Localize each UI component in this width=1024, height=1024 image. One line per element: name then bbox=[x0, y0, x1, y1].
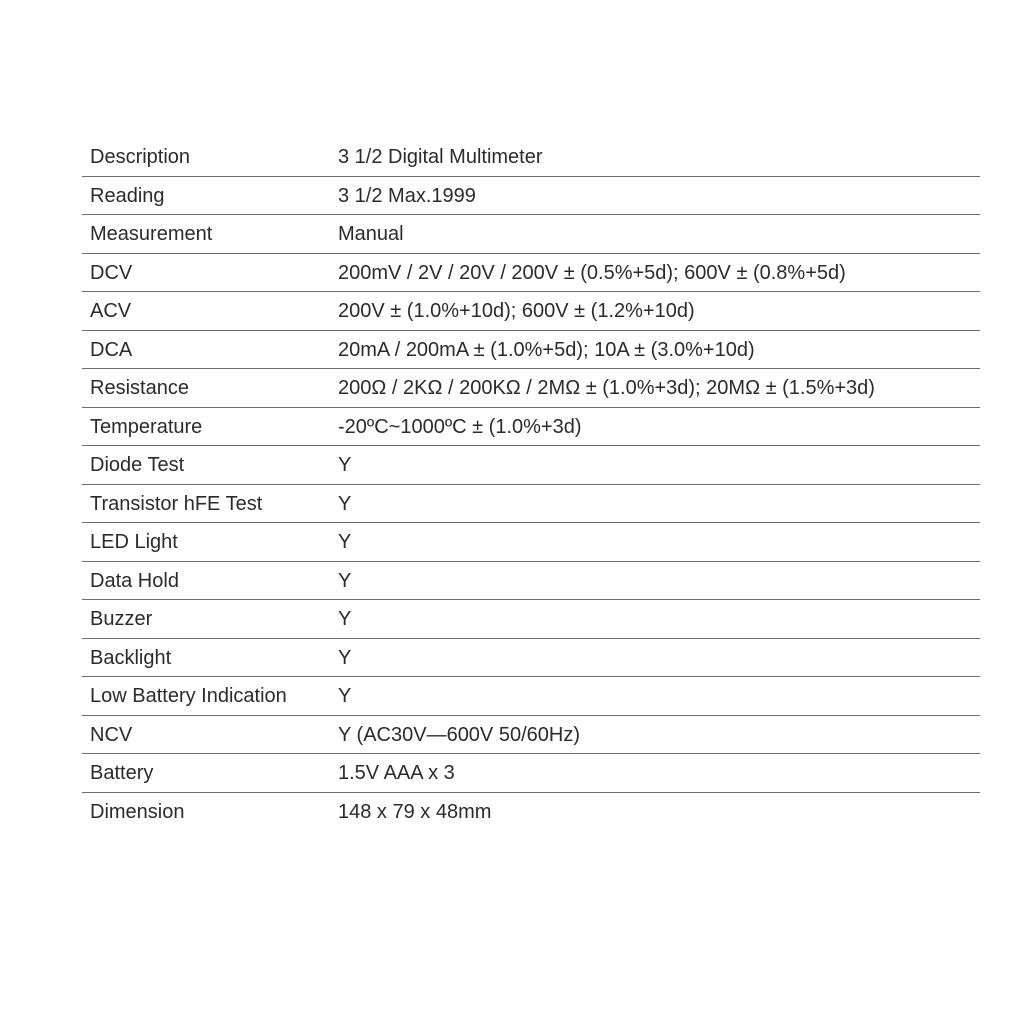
spec-key: Transistor hFE Test bbox=[90, 492, 263, 515]
spec-row-backlight bbox=[82, 639, 980, 678]
spec-value: 148 x 79 x 48mm bbox=[338, 801, 492, 824]
spec-key: Diode Test bbox=[90, 454, 185, 477]
spec-value: 200Ω / 2KΩ / 200KΩ / 2MΩ ± (1.0%+3d); 20MΩ ± (1.5%+3d) bbox=[338, 377, 875, 400]
spec-value: Y bbox=[338, 608, 352, 631]
spec-row-led-light bbox=[82, 523, 980, 562]
spec-key: LED Light bbox=[90, 531, 178, 554]
spec-key: Backlight bbox=[90, 646, 172, 669]
spec-row-ncv bbox=[82, 716, 980, 755]
spec-value: 1.5V AAA x 3 bbox=[338, 762, 455, 785]
spec-value: Y (AC30V—600V 50/60Hz) bbox=[338, 723, 580, 746]
spec-key: Temperature bbox=[90, 415, 203, 438]
spec-value: 200V ± (1.0%+10d); 600V ± (1.2%+10d) bbox=[338, 300, 695, 323]
spec-row-data-hold bbox=[82, 562, 980, 601]
spec-row-reading bbox=[82, 177, 980, 216]
spec-value: 3 1/2 Max.1999 bbox=[338, 184, 476, 207]
spec-key: Low Battery Indication bbox=[90, 685, 287, 708]
spec-value: 20mA / 200mA ± (1.0%+5d); 10A ± (3.0%+10d) bbox=[338, 338, 755, 361]
spec-row-transistor-hfe-test bbox=[82, 485, 980, 524]
spec-value: Manual bbox=[338, 223, 404, 246]
spec-row-low-battery-indication bbox=[82, 677, 980, 716]
spec-value: 3 1/2 Digital Multimeter bbox=[338, 146, 543, 169]
spec-row-dca bbox=[82, 331, 980, 370]
spec-key: Data Hold bbox=[90, 569, 179, 592]
spec-table bbox=[82, 138, 980, 831]
spec-key: Battery bbox=[90, 762, 154, 785]
spec-key: ACV bbox=[90, 300, 132, 323]
spec-key: Resistance bbox=[90, 377, 189, 400]
spec-value: Y bbox=[338, 531, 352, 554]
spec-value: 200mV / 2V / 20V / 200V ± (0.5%+5d); 600V ± (0.8%+5d) bbox=[338, 261, 846, 284]
spec-row-resistance bbox=[82, 369, 980, 408]
spec-key: DCV bbox=[90, 261, 133, 284]
spec-value: Y bbox=[338, 646, 352, 669]
spec-key: Buzzer bbox=[90, 608, 153, 631]
spec-row-diode-test bbox=[82, 446, 980, 485]
spec-key: NCV bbox=[90, 723, 133, 746]
spec-row-description bbox=[82, 138, 980, 177]
spec-key: DCA bbox=[90, 338, 133, 361]
spec-row-dimension bbox=[82, 793, 980, 832]
spec-key: Measurement bbox=[90, 223, 213, 246]
spec-key: Reading bbox=[90, 184, 165, 207]
spec-value: Y bbox=[338, 569, 352, 592]
spec-key: Dimension bbox=[90, 801, 185, 824]
spec-row-measurement bbox=[82, 215, 980, 254]
spec-value: Y bbox=[338, 492, 352, 515]
spec-value: -20ºC~1000ºC ± (1.0%+3d) bbox=[338, 415, 582, 438]
spec-row-dcv bbox=[82, 254, 980, 293]
spec-key: Description bbox=[90, 146, 191, 169]
spec-row-temperature bbox=[82, 408, 980, 447]
spec-row-buzzer bbox=[82, 600, 980, 639]
spec-value: Y bbox=[338, 454, 352, 477]
spec-value: Y bbox=[338, 685, 352, 708]
spec-row-acv bbox=[82, 292, 980, 331]
spec-row-battery bbox=[82, 754, 980, 793]
